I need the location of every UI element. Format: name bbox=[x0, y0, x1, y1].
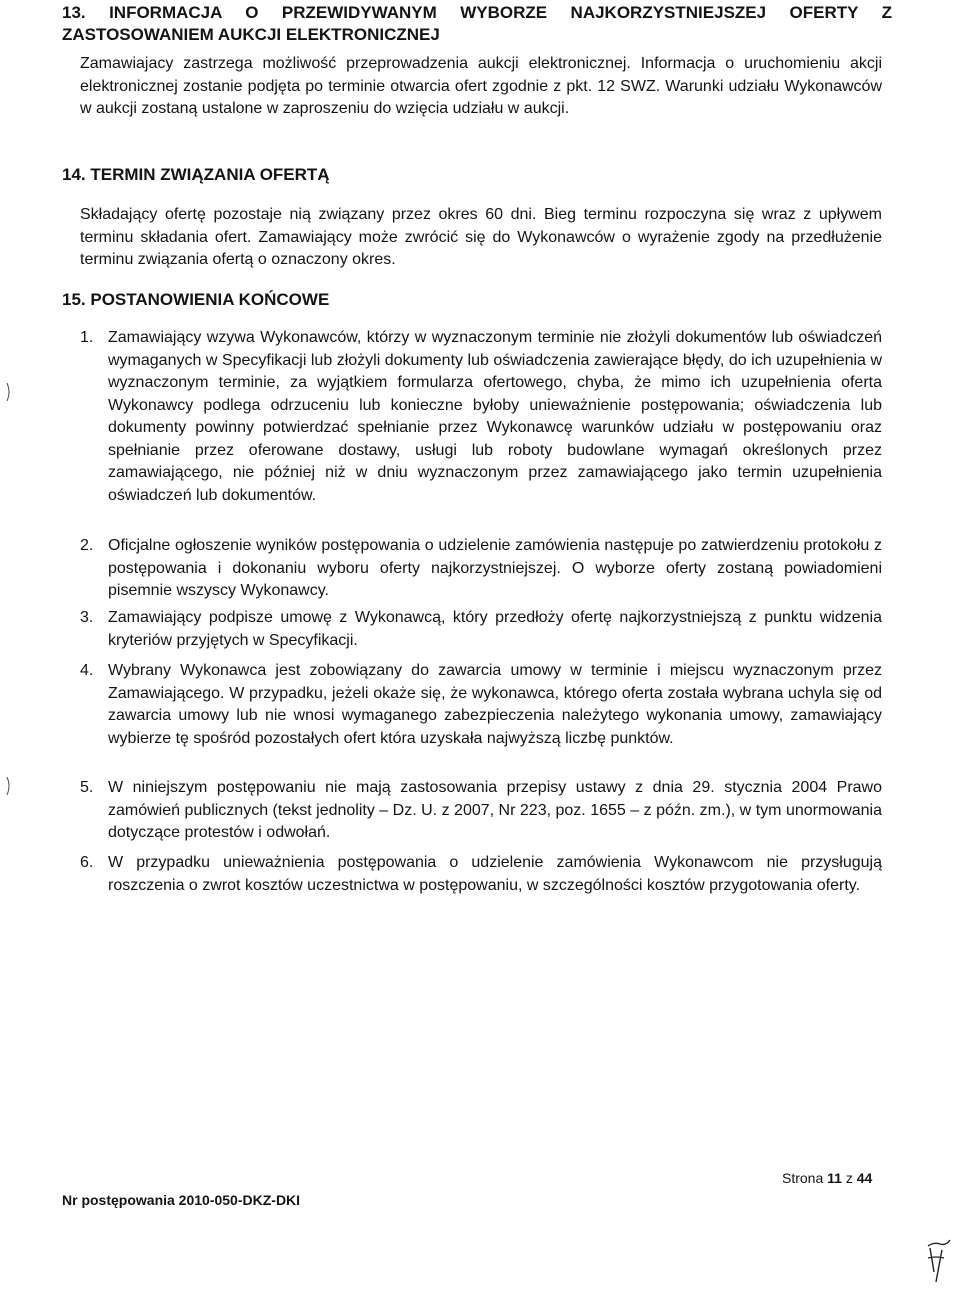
handwritten-initials bbox=[920, 1236, 956, 1286]
page-number-prefix: Strona bbox=[782, 1170, 824, 1186]
section-14-title: 14. TERMIN ZWIĄZANIA OFERTĄ bbox=[62, 165, 330, 184]
list-item-text: Zamawiający wzywa Wykonawców, którzy w wyznaczonym terminie nie złożyli dokumentów lub oświadczeń wymaganych w Specyfikacji lub złożyli dokumenty lub oświadczenia zawierające błędy, do ich uzupełnienia w wyznaczonym terminie, za wyjątkiem formularza ofertowego, chyba, że mimo ich uzupełnienia oferta Wykonawcy podlega odrzuceniu lub konieczne byłoby unieważnienie postępowania; oświadczenia lub dokumenty powinny potwierdzać spełnianie przez Wykonawcę warunków udziału w postępowaniu oraz spełnianie przez oferowane dostawy, usługi lub roboty budowlane wymagań określonych przez zamawiającego, nie później niż w dniu wyznaczonym przez zamawiającego jako termin uzupełnienia oświadczeń lub dokumentów. bbox=[108, 329, 882, 504]
section-15-title: 15. POSTANOWIENIA KOŃCOWE bbox=[62, 290, 330, 309]
list-item-text: Zamawiający podpisze umowę z Wykonawcą, który przedłoży ofertę najkorzystniejszą z punktu widzenia kryteriów przyjętych w Specyfikacji. bbox=[108, 609, 882, 649]
page-number bbox=[782, 1168, 872, 1188]
list-item-text: W niniejszym postępowaniu nie mają zastosowania przepisy ustawy z dnia 29. stycznia 2004 Prawo zamówień publicznych (tekst jednolity – Dz. U. z 2007, Nr 223, poz. 1655 – z późn. zm.), w tym unormowania dotyczące protestów i odwołań. bbox=[108, 779, 882, 841]
section-13-body: Zamawiajacy zastrzega możliwość przeprowadzenia aukcji elektronicznej. Informacja o uruchomieniu akcji elektronicznej zostanie podjęta po terminie otwarcia ofert zgodnie z pkt. 12 SWZ. Warunki udziału Wykonawców w aukcji zostaną ustalone w zaproszeniu do wzięcia udziału w aukcji. bbox=[80, 55, 882, 117]
binder-hole-mark bbox=[6, 776, 12, 796]
list-item-number: 6. bbox=[80, 854, 94, 871]
list-item-text: W przypadku unieważnienia postępowania o udzielenie zamówienia Wykonawcom nie przysługują roszczenia o zwrot kosztów uczestnictwa w postępowaniu, w szczególności kosztów przygotowania oferty. bbox=[108, 854, 882, 894]
page-number-total: 44 bbox=[856, 1170, 873, 1186]
page-number-separator: z bbox=[845, 1170, 853, 1186]
list-item-text: Oficjalne ogłoszenie wyników postępowania o udzielenie zamówienia następuje po zatwierdzeniu protokołu z postępowania i dokonaniu wyboru oferty najkorzystniejszej. O wyborze oferty zostaną powiadomieni pisemnie wszyscy Wykonawcy. bbox=[108, 537, 882, 599]
list-item-text: Wybrany Wykonawca jest zobowiązany do zawarcia umowy w terminie i miejscu wyznaczonym przez Zamawiającego. W przypadku, jeżeli okaże się, że wykonawca, którego oferta została wybrana uchyla się od zawarcia umowy lub nie wnosi wymaganego zabezpieczenia należytego wykonania umowy, zamawiający wybierze tę spośród pozostałych ofert która uzyskała najwyższą liczbę punktów. bbox=[108, 662, 882, 747]
page-number-current: 11 bbox=[827, 1170, 842, 1186]
section-13-title-line-1: 13. INFORMACJA O PRZEWIDYWANYM WYBORZE NAJKORZYSTNIEJSZEJ OFERTY Z bbox=[62, 3, 892, 22]
list-item-number: 1. bbox=[80, 329, 94, 346]
section-14-body: Składający ofertę pozostaje nią związany przez okres 60 dni. Bieg terminu rozpoczyna się wraz z upływem terminu składania ofert. Zamawiający może zwrócić się do Wykonawców o wyrażenie zgody na przedłużenie terminu związania ofertą o oznaczony okres. bbox=[80, 206, 882, 268]
list-item-number: 3. bbox=[80, 609, 94, 626]
binder-hole-mark bbox=[6, 382, 12, 402]
section-13-title-line-2: ZASTOSOWANIEM AUKCJI ELEKTRONICZNEJ bbox=[62, 25, 440, 44]
list-item-number: 2. bbox=[80, 537, 94, 554]
list-item-number: 5. bbox=[80, 779, 94, 796]
list-item-number: 4. bbox=[80, 662, 94, 679]
proceeding-number: Nr postępowania 2010-050-DKZ-DKI bbox=[62, 1192, 301, 1208]
